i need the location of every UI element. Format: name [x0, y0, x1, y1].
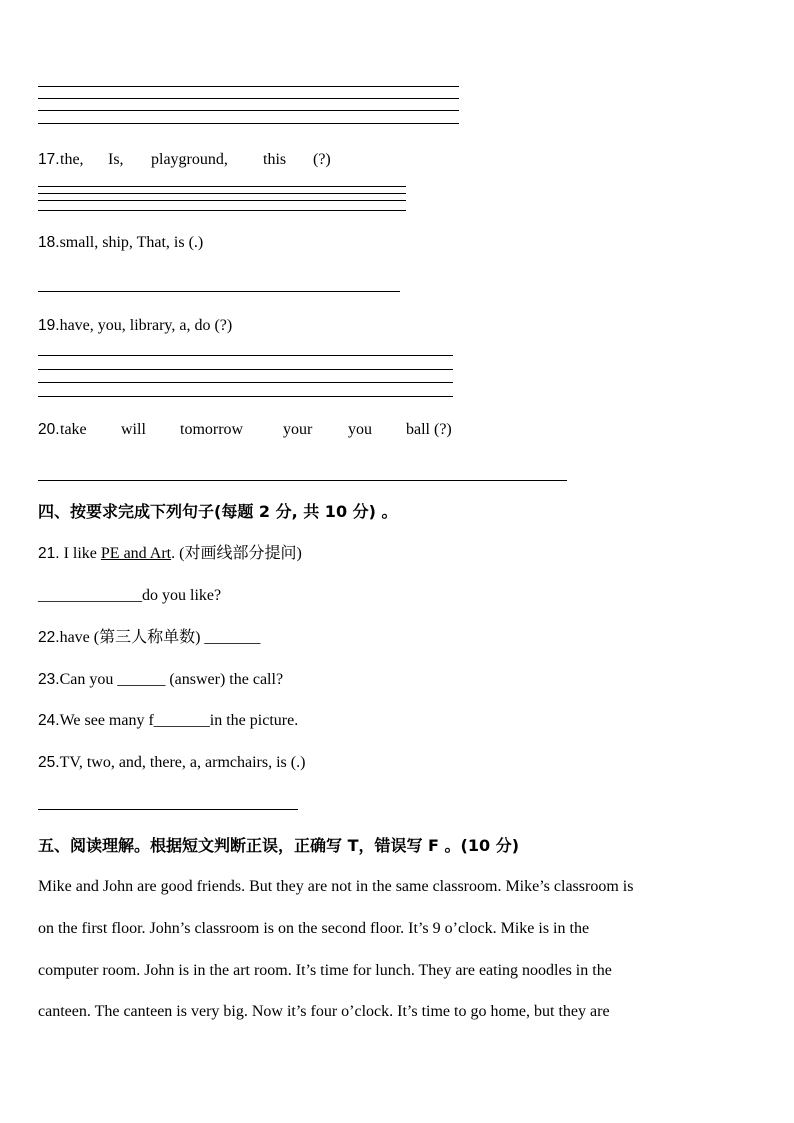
- answer-line: [38, 355, 453, 356]
- question-17: [38, 150, 60, 170]
- question-23: [38, 670, 283, 690]
- question-text: I like: [59, 545, 101, 562]
- question-21: [38, 544, 302, 564]
- answer-line: [38, 809, 298, 810]
- answer-line: [38, 123, 459, 124]
- question-number: 18.: [38, 234, 60, 251]
- question-text: We see many f_______in the picture.: [59, 712, 299, 729]
- answer-line: [38, 186, 406, 187]
- word: will: [121, 421, 146, 438]
- question-text: small, ship, That, is (.): [59, 234, 204, 251]
- question-18: [38, 233, 203, 253]
- question-text: have (第三人称单数) _______: [59, 629, 261, 646]
- question-22: [38, 628, 260, 648]
- question-20: [38, 420, 60, 440]
- question-number: 23.: [38, 671, 60, 688]
- reading-passage-line: on the first floor. John’s classroom is on the second floor. It’s 9 o’clock. Mike is in the: [38, 920, 590, 937]
- answer-line: [38, 110, 459, 111]
- question-number: 24.: [38, 712, 60, 729]
- answer-line: [38, 193, 406, 194]
- word: tomorrow: [180, 421, 244, 438]
- question-number: 21.: [38, 545, 60, 562]
- question-number: 20.: [38, 421, 60, 438]
- question-number: 25.: [38, 754, 60, 771]
- word: you: [348, 421, 372, 438]
- answer-line: [38, 98, 459, 99]
- answer-line: [38, 210, 406, 211]
- answer-line: [38, 369, 453, 370]
- question-text: TV, two, and, there, a, armchairs, is (.): [59, 754, 306, 771]
- section-5-heading: 五、阅读理解。根据短文判断正误，正确写 T，错误写 F 。(10 分): [38, 836, 520, 855]
- question-instruction: . (对画线部分提问): [171, 545, 302, 562]
- question-number: 19.: [38, 317, 60, 334]
- reading-passage-line: computer room. John is in the art room. It’s time for lunch. They are eating noodles in the: [38, 962, 612, 979]
- word: your: [283, 421, 313, 438]
- answer-line: [38, 382, 453, 383]
- underlined-phrase: PE and Art: [100, 545, 172, 562]
- word: this: [263, 151, 287, 168]
- answer-line: [38, 396, 453, 397]
- word: the,: [60, 151, 84, 168]
- answer-line: [38, 86, 459, 87]
- word: playground,: [151, 151, 228, 168]
- answer-line: [38, 291, 400, 292]
- question-21-answer: _____________do you like?: [38, 587, 222, 604]
- question-19: [38, 316, 232, 336]
- word: take: [60, 421, 87, 438]
- question-text: have, you, library, a, do (?): [59, 317, 233, 334]
- question-24: [38, 711, 298, 731]
- section-4-heading: 四、按要求完成下列句子(每题 2 分, 共 10 分) 。: [38, 502, 398, 521]
- word: ball (?): [406, 421, 452, 438]
- word: (?): [313, 151, 331, 168]
- answer-line: [38, 480, 567, 481]
- question-25: [38, 753, 305, 773]
- question-text: Can you ______ (answer) the call?: [59, 671, 284, 688]
- question-number: 22.: [38, 629, 60, 646]
- reading-passage-line: Mike and John are good friends. But they are not in the same classroom. Mike’s classroom is: [38, 878, 634, 895]
- question-number: 17.: [38, 151, 60, 168]
- word: Is,: [108, 151, 124, 168]
- answer-line: [38, 200, 406, 201]
- reading-passage-line: canteen. The canteen is very big. Now it’s four o’clock. It’s time to go home, but they are: [38, 1003, 610, 1020]
